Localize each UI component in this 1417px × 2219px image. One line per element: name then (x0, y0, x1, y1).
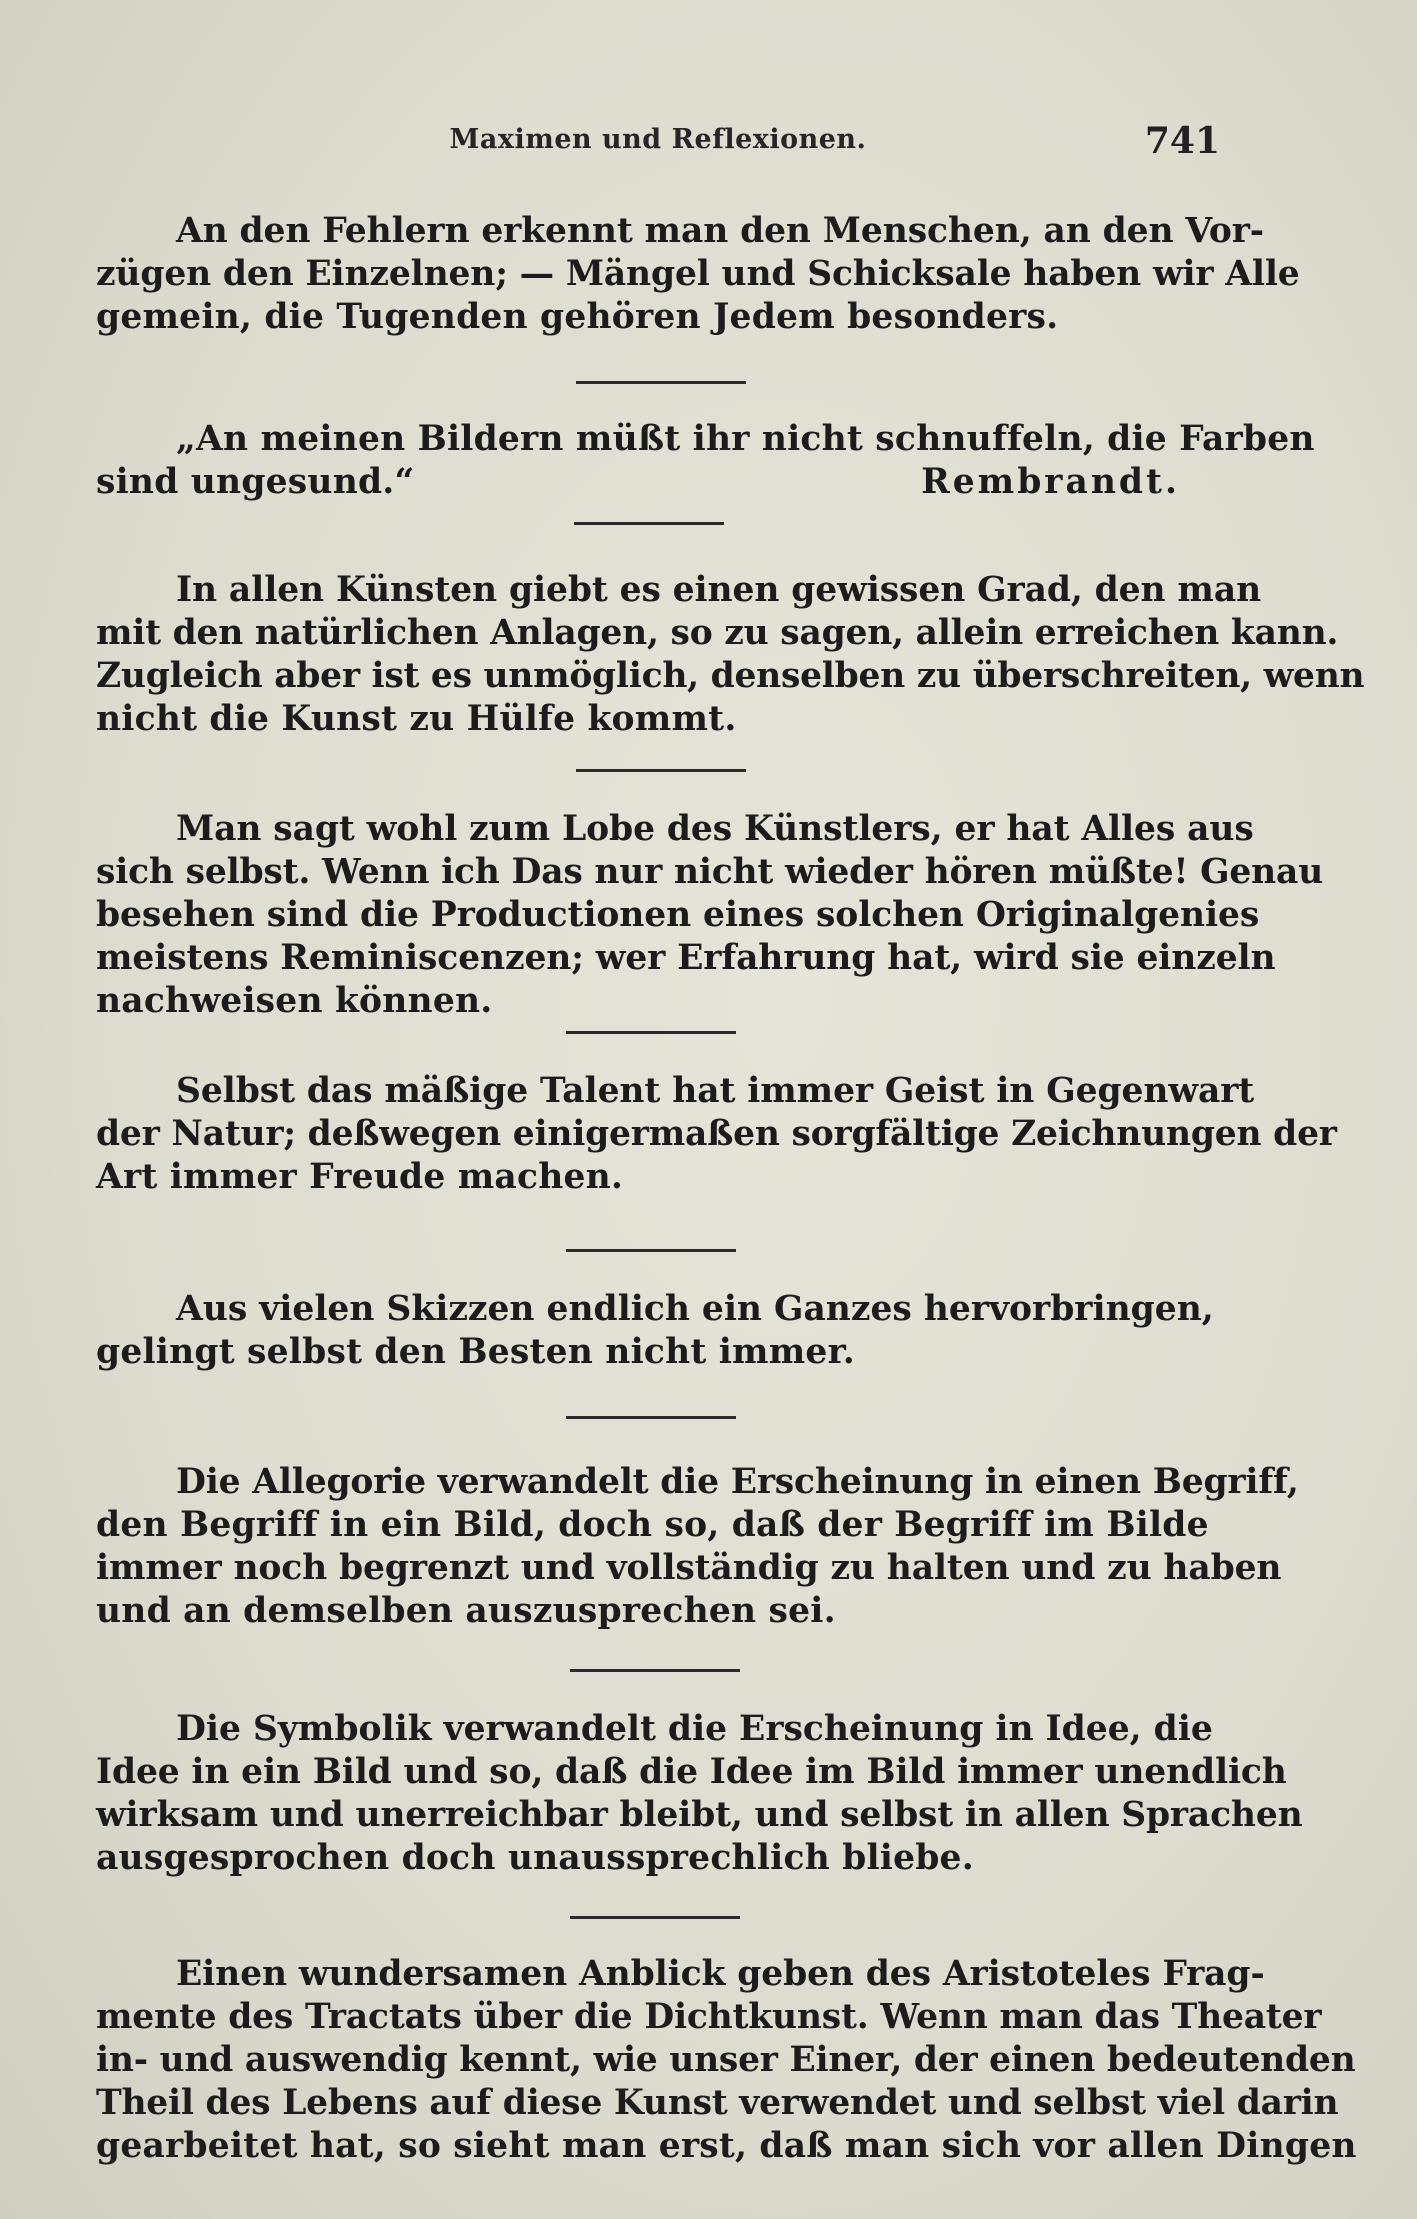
text-line: meistens Reminiscenzen; wer Erfahrung hat, wird sie einzeln (96, 938, 1276, 978)
paragraph-8 (96, 1708, 1303, 1880)
paragraph-4 (96, 808, 1324, 1023)
section-divider (566, 1416, 736, 1419)
quote-signature: Rembrandt. (921, 462, 1180, 502)
section-divider (570, 1916, 740, 1919)
text-line: sich selbst. Wenn ich Das nur nicht wieder hören müßte! Genau (96, 852, 1324, 892)
section-divider (566, 1249, 736, 1252)
text-line: Idee in ein Bild und so, daß die Idee im Bild immer unendlich (96, 1752, 1287, 1792)
text-line: nachweisen können. (96, 981, 493, 1021)
text-line: mit den natürlichen Anlagen, so zu sagen, allein erreichen kann. (96, 613, 1339, 653)
paragraph-7 (96, 1461, 1299, 1633)
section-divider (576, 381, 746, 384)
quote-attribution-line (96, 461, 1220, 504)
text-line: Einen wundersamen Anblick geben des Aristoteles Frag- (176, 1954, 1265, 1994)
section-divider (566, 1031, 736, 1034)
text-line: und an demselben auszusprechen sei. (96, 1591, 836, 1631)
text-line: gelingt selbst den Besten nicht immer. (96, 1332, 856, 1372)
text-line: Die Symbolik verwandelt die Erscheinung in Idee, die (176, 1709, 1213, 1749)
paragraph-1 (96, 210, 1300, 339)
paragraph-5 (96, 1070, 1337, 1199)
text-line: gemein, die Tugenden gehören Jedem besonders. (96, 297, 1059, 337)
text-line: gearbeitet hat, so sieht man erst, daß man sich vor allen Dingen (96, 2126, 1357, 2166)
text-line: in- und auswendig kennt, wie unser Einer, der einen bedeutenden (96, 2040, 1356, 2080)
section-divider (570, 1669, 740, 1672)
text-line: besehen sind die Productionen eines solchen Originalgenies (96, 895, 1260, 935)
page-body (96, 200, 1365, 2168)
text-line: sind ungesund.“ (96, 462, 415, 502)
text-line: ausgesprochen doch unaussprechlich bliebe. (96, 1838, 974, 1878)
text-line: mente des Tractats über die Dichtkunst. Wenn man das Theater (96, 1997, 1322, 2037)
text-line: zügen den Einzelnen; — Mängel und Schicksale haben wir Alle (96, 254, 1300, 294)
section-divider (574, 522, 724, 525)
text-line: Zugleich aber ist es unmöglich, denselben zu überschreiten, wenn (96, 656, 1365, 696)
text-line: Art immer Freude machen. (96, 1157, 624, 1197)
text-line: Aus vielen Skizzen endlich ein Ganzes hervorbringen, (176, 1289, 1214, 1329)
paragraph-2 (96, 418, 1315, 504)
text-line: immer noch begrenzt und vollständig zu halten und zu haben (96, 1548, 1282, 1588)
page-header (96, 120, 1220, 168)
text-line: den Begriff in ein Bild, doch so, daß der Begriff im Bilde (96, 1505, 1209, 1545)
text-line: nicht die Kunst zu Hülfe kommt. (96, 699, 737, 739)
text-line: Man sagt wohl zum Lobe des Künstlers, er hat Alles aus (176, 809, 1254, 849)
page-number: 741 (1144, 120, 1220, 162)
text-line: „An meinen Bildern müßt ihr nicht schnuffeln, die Farben (176, 419, 1315, 459)
text-line: Die Allegorie verwandelt die Erscheinung in einen Begriff, (176, 1462, 1299, 1502)
text-line: wirksam und unerreichbar bleibt, und selbst in allen Sprachen (96, 1795, 1303, 1835)
paragraph-6 (96, 1288, 1220, 1374)
text-line: In allen Künsten giebt es einen gewissen Grad, den man (176, 570, 1262, 610)
running-title: Maximen und Reflexionen. (449, 124, 867, 155)
text-line: An den Fehlern erkennt man den Menschen, an den Vor- (176, 211, 1265, 251)
section-divider (576, 769, 746, 772)
text-line: der Natur; deßwegen einigermaßen sorgfältige Zeichnungen der (96, 1114, 1337, 1154)
paragraph-9 (96, 1953, 1357, 2168)
text-line: Theil des Lebens auf diese Kunst verwendet und selbst viel darin (96, 2083, 1339, 2123)
paragraph-3 (96, 569, 1365, 741)
text-line: Selbst das mäßige Talent hat immer Geist in Gegenwart (176, 1071, 1255, 1111)
